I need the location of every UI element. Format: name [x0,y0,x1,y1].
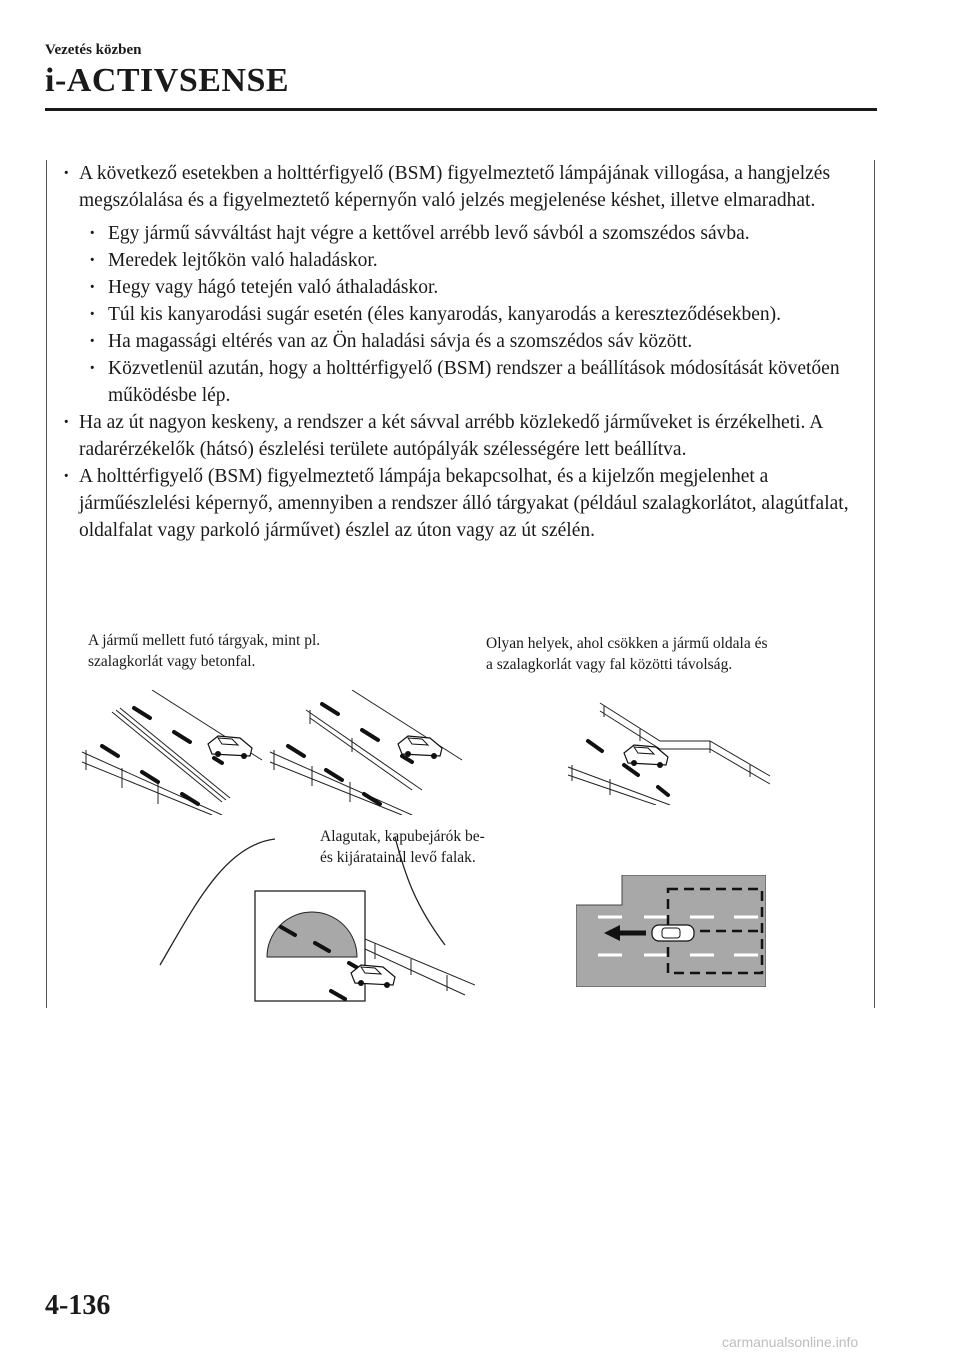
sub-item: · Túl kis kanyarodási sugár esetén (éles kanyarodás, kanyarodás a kereszteződésekben). [60,301,865,328]
sub-item: · Ha magassági eltérés van az Ön haladási sávja és a szomszédos sáv között. [60,328,865,355]
header-rule [45,108,877,111]
page-title: i-ACTIVSENSE [45,62,290,99]
column-rule-left [46,160,47,1008]
illustration-road-barrier [262,690,472,815]
caption-tunnel-walls: Alagutak, kapubejárók be- és kijáratainál levő falak. [320,828,485,866]
column-rule-right [874,160,875,1008]
illustration-tunnel-entrance [155,835,475,1010]
bullet-narrow-road: · Ha az út nagyon keskeny, a rendszer a két sávval arrébb közlekedő járműveket is érzékelheti. A radarérzékelők (hátsó) észlelési területe autópályák szélességére lett beállítva. [60,409,865,463]
section-label: Vezetés közben [45,42,142,58]
car-icon [624,745,668,768]
car-icon [351,965,395,988]
sub-item: · Meredek lejtőkön való haladáskor. [60,247,865,274]
bullet-stationary-objects: · A holttérfigyelő (BSM) figyelmeztető lámpája bekapcsolhat, és a kijelzőn megjelenhet a járműészlelési képernyő, amennyiben a rendszer álló tárgyakat (például szalagkorlátot, alagútfalat, oldalfalat vagy parkoló járművet) észlel az úton vagy az út szélén. [60,463,865,544]
car-icon [652,925,694,941]
page-number: 4-136 [45,1290,111,1321]
sub-item: · Közvetlenül azután, hogy a holttérfigyelő (BSM) rendszer a beállítások módosítását követően működésbe lép. [60,355,865,409]
illustration-narrowing-guardrail [560,695,775,805]
caption-narrow-gap: Olyan helyek, ahol csökken a jármű oldala és a szalagkorlát vagy fal közötti távolság. [486,635,768,673]
caption-side-objects: A jármű mellett futó tárgyak, mint pl. szalagkorlát vagy betonfal. [88,632,321,670]
watermark: carmanualsonline.info [722,1334,859,1350]
illustration-gateway-topview [576,875,766,987]
sub-item: · Egy jármű sávváltást hajt végre a kettővel arrébb levő sávból a szomszédos sávba. [60,220,865,247]
illustration-road-guardrail [72,690,272,815]
main-text [60,160,865,544]
car-icon [208,736,252,759]
bullet-delay-cases: · A következő esetekben a holttérfigyelő (BSM) figyelmeztető lámpájának villogása, a hangjelzés megszólalása és a figyelmeztető képernyőn való jelzés megjelenése késhet, illetve elmaradhat. [60,160,865,214]
sub-item: · Hegy vagy hágó tetején való áthaladáskor. [60,274,865,301]
